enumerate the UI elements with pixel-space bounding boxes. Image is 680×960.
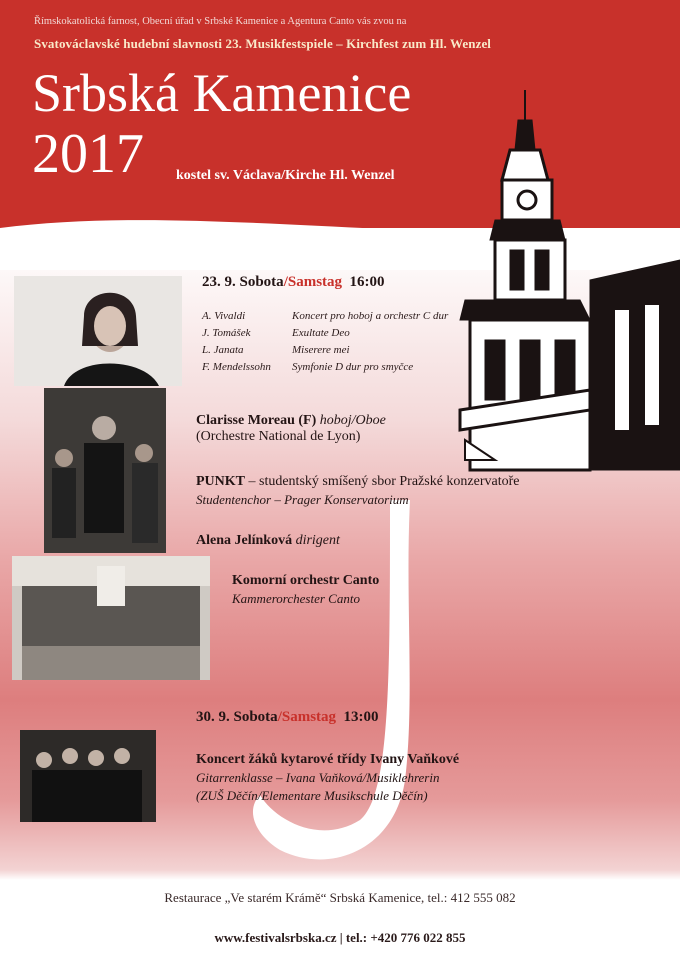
year-title: 2017 <box>32 123 144 185</box>
concert2-date <box>196 709 379 726</box>
soloist-orchestra: (Orchestre National de Lyon) <box>196 429 361 444</box>
concert1-time: 16:00 <box>349 274 385 290</box>
concert2-line3: (ZUŠ Děčín/Elementare Musikschule Děčín) <box>196 788 428 803</box>
program-row <box>202 327 448 344</box>
conductor-block <box>196 533 340 549</box>
concert2-line2: Gitarrenklasse – Ivana Vaňková/Musiklehrerin <box>196 770 440 785</box>
program-work: Koncert pro hoboj a orchestr C dur <box>292 310 449 322</box>
program-work: Miserere mei <box>292 344 350 356</box>
program-composer: F. Mendelssohn <box>202 361 271 373</box>
concert2-date-de: /Samstag <box>277 709 337 725</box>
choir-name: PUNKT <box>196 474 245 489</box>
venue-text: kostel sv. Václava/Kirche Hl. Wenzel <box>176 168 395 183</box>
page-title: Srbská Kamenice <box>32 63 412 123</box>
concert2-title: Koncert žáků kytarové třídy Ivany Vaňkové <box>196 752 460 767</box>
choir-desc: – studentský smíšený sbor Pražské konzervatoře <box>245 474 520 489</box>
soloist-block <box>196 413 386 445</box>
soloist-name: Clarisse Moreau (F) <box>196 413 317 428</box>
concert1-date-de: /Samstag <box>283 274 343 290</box>
concert1-date <box>202 274 385 291</box>
orchestra-block <box>232 573 379 607</box>
conductor-role: dirigent <box>295 533 340 548</box>
concert1-program <box>202 310 448 378</box>
soloist-role: hoboj/Oboe <box>319 413 386 428</box>
concert2-date-cz: 30. 9. Sobota <box>196 709 278 725</box>
photo-choir <box>44 388 166 553</box>
conductor-name: Alena Jelínková <box>196 533 293 548</box>
concert1-date-cz: 23. 9. Sobota <box>202 274 284 290</box>
footer-contact: www.festivalsrbska.cz | tel.: +420 776 022 855 <box>214 930 466 945</box>
choir-block <box>196 474 520 508</box>
concert2-block <box>196 752 459 804</box>
program-composer: J. Tomášek <box>202 327 251 339</box>
program-work: Symfonie D dur pro smyčce <box>292 361 414 373</box>
photo-soloist <box>14 276 182 386</box>
program-row <box>202 344 448 361</box>
church-illustration <box>440 80 680 480</box>
program-composer: A. Vivaldi <box>202 310 246 322</box>
intro-text: Římskokatolická farnost, Obecní úřad v Srbské Kamenice a Agentura Canto vás zvou na <box>34 16 407 27</box>
festival-subtitle: Svatováclavské hudební slavnosti 23. Musikfestspiele – Kirchfest zum Hl. Wenzel <box>34 36 492 51</box>
choir-desc-de: Studentenchor – Prager Konservatorium <box>196 492 409 507</box>
orchestra-de: Kammerorchester Canto <box>232 591 360 606</box>
concert2-time: 13:00 <box>343 709 379 725</box>
footer-restaurant: Restaurace „Ve starém Krámě“ Srbská Kamenice, tel.: 412 555 082 <box>164 890 516 905</box>
program-composer: L. Janata <box>202 344 244 356</box>
photo-orchestra <box>12 556 210 680</box>
photo-guitar-class <box>20 730 156 822</box>
program-row <box>202 310 448 327</box>
program-row <box>202 361 448 378</box>
program-work: Exultate Deo <box>292 327 350 339</box>
orchestra-name: Komorní orchestr Canto <box>232 573 380 588</box>
